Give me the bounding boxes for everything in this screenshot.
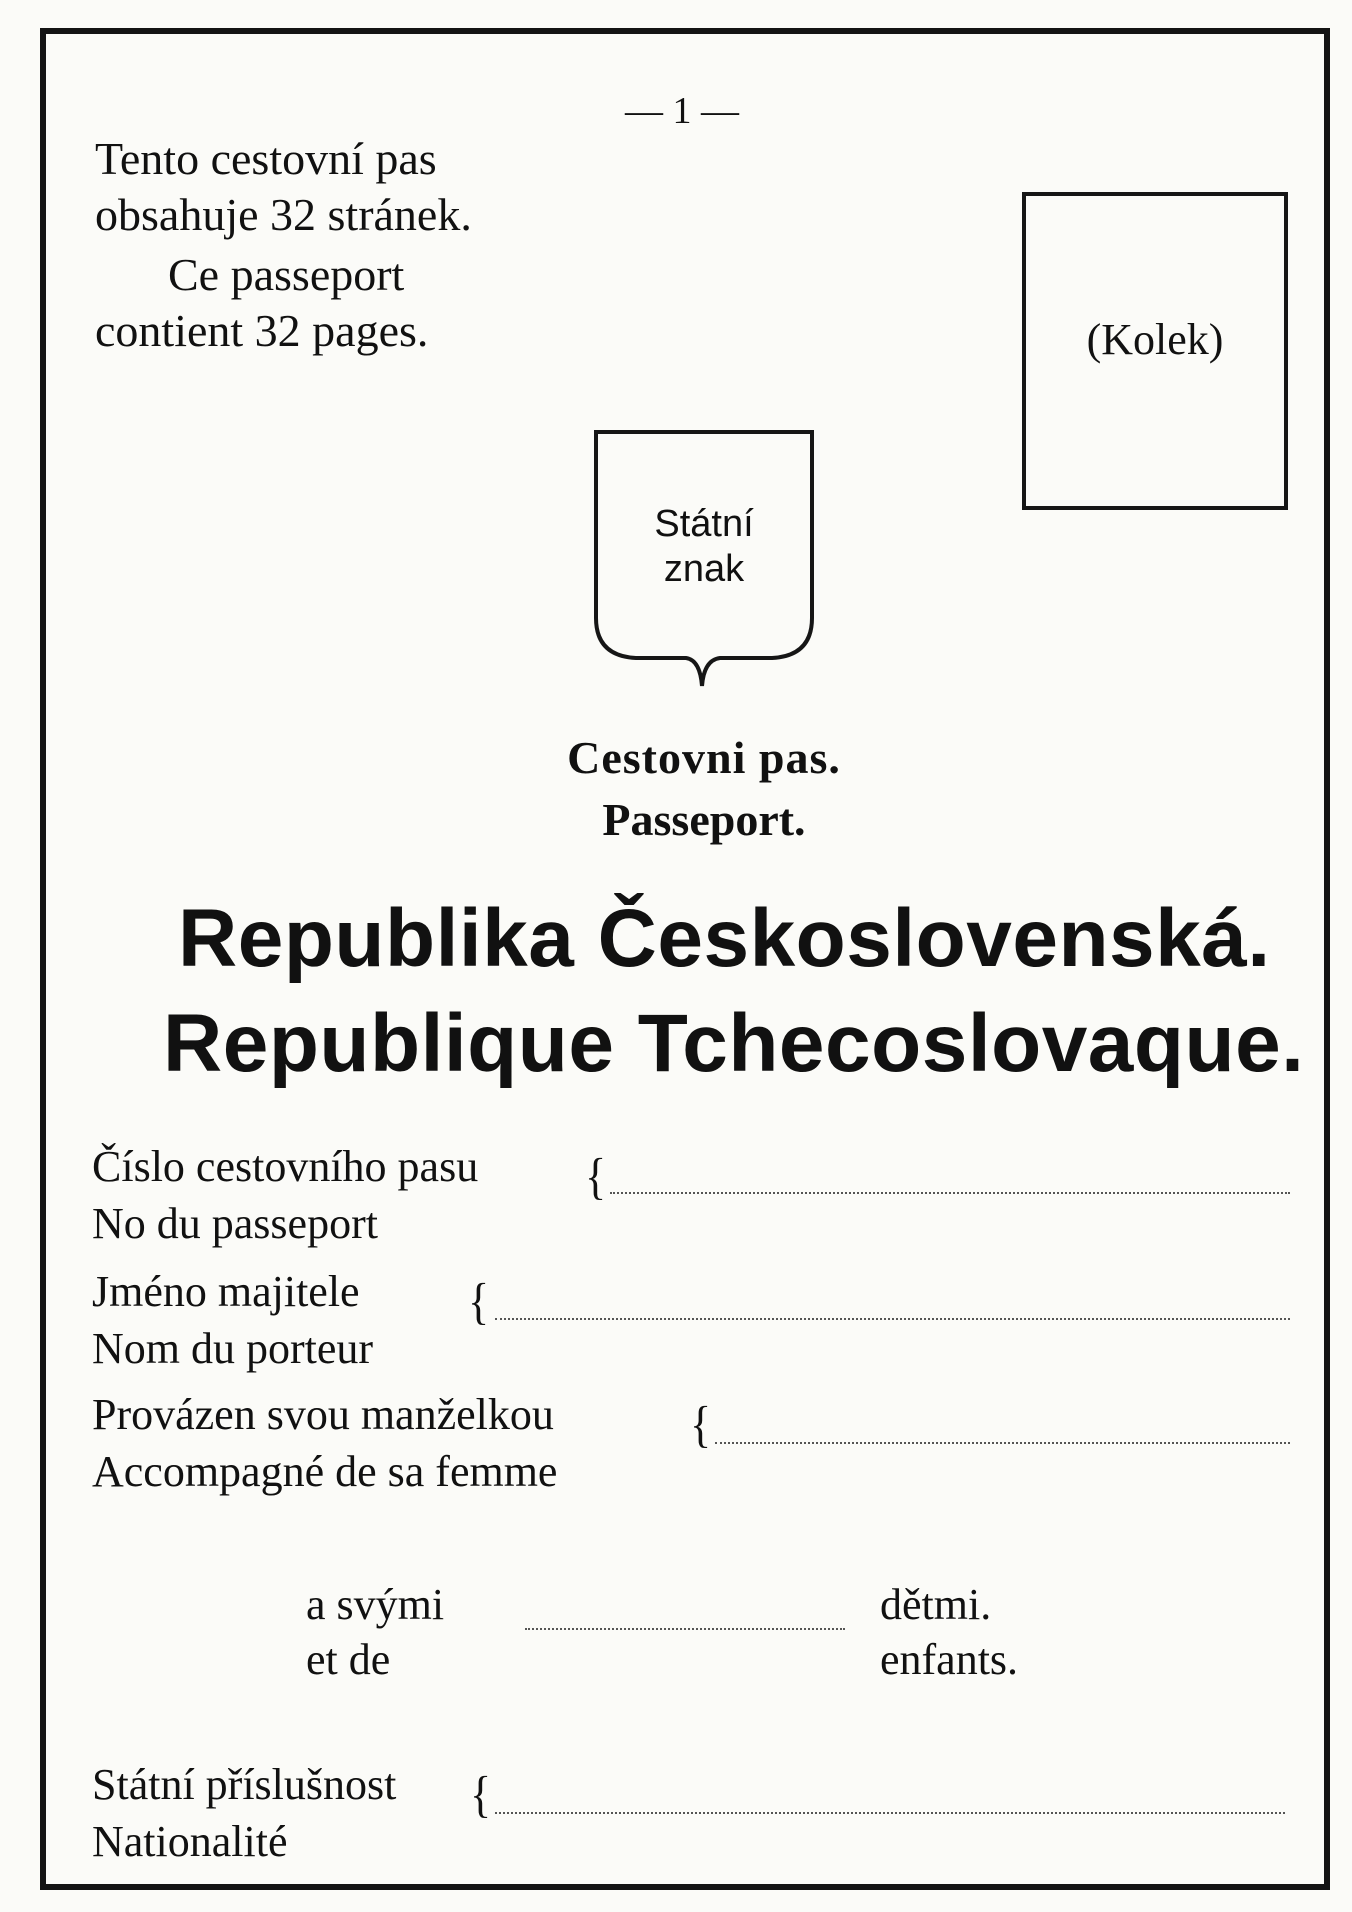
passport-number-label-cz: Číslo cestovního pasu — [92, 1142, 479, 1191]
children-label-cz-after: dětmi. — [880, 1580, 992, 1629]
republic-name-fr: Republique Tchecoslovaque. — [163, 998, 1305, 1089]
document-type-fr: Passeport. — [602, 794, 806, 845]
brace-icon: { — [585, 1148, 607, 1205]
holder-name-label-cz: Jméno majitele — [92, 1267, 360, 1316]
passport-number-label-fr: No du passeport — [92, 1199, 378, 1248]
intro-fr-line1: Ce passeport — [168, 249, 405, 300]
page-number: — 1 — — [625, 90, 739, 132]
children-count-line[interactable] — [525, 1628, 845, 1630]
coat-of-arms-line1: Státní — [654, 503, 754, 545]
holder-name-label-fr: Nom du porteur — [92, 1324, 374, 1373]
wife-line[interactable] — [715, 1442, 1290, 1444]
nationality-label-cz: Státní příslušnost — [92, 1760, 397, 1809]
intro-cz-line1: Tento cestovní pas — [95, 133, 437, 184]
holder-name-line[interactable] — [495, 1318, 1290, 1320]
brace-icon: { — [470, 1766, 492, 1823]
revenue-stamp-box — [1022, 192, 1288, 510]
wife-label-fr: Accompagné de sa femme — [92, 1447, 558, 1496]
intro-fr-line2: contient 32 pages. — [95, 305, 429, 356]
passport-number-line[interactable] — [610, 1192, 1290, 1194]
children-label-fr-after: enfants. — [880, 1635, 1019, 1684]
republic-name-cz: Republika Československá. — [178, 893, 1271, 984]
intro-cz-line2: obsahuje 32 stránek. — [95, 189, 472, 240]
coat-of-arms-line2: znak — [663, 548, 745, 590]
children-label-fr-before: et de — [306, 1635, 391, 1684]
wife-label-cz: Provázen svou manželkou — [92, 1390, 554, 1439]
brace-icon: { — [690, 1396, 712, 1453]
children-label-cz-before: a svými — [306, 1580, 445, 1629]
brace-icon: { — [468, 1273, 490, 1330]
nationality-label-fr: Nationalité — [92, 1817, 288, 1866]
nationality-line[interactable] — [495, 1812, 1285, 1814]
document-type-cz: Cestovni pas. — [567, 732, 841, 783]
revenue-stamp-label: (Kolek) — [1086, 315, 1224, 364]
